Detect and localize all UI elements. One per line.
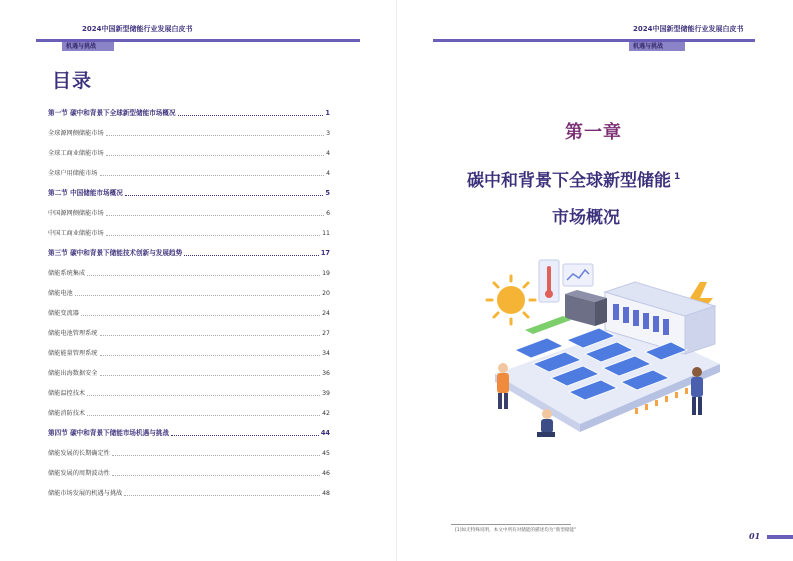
toc-entry[interactable] (48, 118, 330, 138)
toc-page (0, 0, 396, 561)
toc-entry-label: 第二节 中国储能市场概况 (48, 189, 123, 197)
header-subtitle: 机遇与挑战 (633, 43, 664, 50)
footnote: [1]如无特殊说明，本文中所有对储能的描述均为“新型储能” (455, 528, 577, 533)
toc-entry-page: 19 (322, 270, 330, 277)
toc-entry-label: 储能消防技术 (48, 410, 86, 417)
thermometer-panel (539, 260, 559, 302)
toc-entry-label: 储能温控技术 (48, 390, 86, 397)
toc-leader-dots (184, 255, 319, 256)
toc-entry-page: 20 (322, 290, 330, 297)
toc-entry[interactable] (48, 378, 330, 398)
toc-section-entry[interactable] (48, 238, 330, 258)
toc-entry-page: 4 (326, 170, 330, 177)
toc-entry-label: 储能系统集成 (48, 270, 86, 277)
energy-storage-illustration (485, 254, 725, 454)
page-number-bar (767, 535, 793, 539)
toc-entry-page: 17 (320, 249, 330, 257)
toc-leader-dots (106, 135, 324, 136)
toc-entry-page: 36 (322, 370, 330, 377)
header-title: 2024中国新型储能行业发展白皮书 (82, 25, 193, 33)
toc-entry-page: 27 (322, 330, 330, 337)
toc-leader-dots (125, 195, 324, 196)
toc-entry-label: 中国源网侧储能市场 (48, 210, 104, 217)
header-subtitle: 机遇与挑战 (66, 43, 97, 50)
toc-entry-page: 3 (326, 130, 330, 137)
toc-entry-label: 中国工商业储能市场 (48, 230, 104, 237)
toc-leader-dots (100, 355, 321, 356)
page-number: 01 (749, 531, 761, 541)
toc-entry-page: 1 (325, 109, 330, 117)
toc-entry[interactable] (48, 198, 330, 218)
toc-leader-dots (178, 115, 324, 116)
toc-entry-label: 储能变流器 (48, 310, 79, 317)
toc-entry-page: 46 (322, 470, 330, 477)
header-title: 2024中国新型储能行业发展白皮书 (633, 25, 744, 33)
toc-entry[interactable] (48, 158, 330, 178)
worker-right-icon (691, 367, 703, 415)
toc-leader-dots (87, 395, 320, 396)
toc-entry-page: 4 (326, 150, 330, 157)
toc-entry-page: 11 (322, 230, 330, 237)
toc-entry-label: 储能发展的长期确定性 (48, 450, 110, 457)
toc-title: 目录 (52, 70, 93, 92)
toc-entry[interactable] (48, 478, 330, 498)
header-rule (433, 39, 755, 42)
right-header (433, 24, 755, 52)
toc-leader-dots (124, 495, 320, 496)
toc-entry-label: 第三节 碳中和背景下储能技术创新与发展趋势 (48, 249, 183, 257)
toc-entry-page: 24 (322, 310, 330, 317)
toc-entry-label: 全球工商业储能市场 (48, 150, 104, 157)
toc-leader-dots (100, 175, 325, 176)
toc-leader-dots (106, 235, 320, 236)
toc-entry[interactable] (48, 278, 330, 298)
chapter-title (467, 166, 680, 191)
toc-entry-page: 6 (326, 210, 330, 217)
toc-entry[interactable] (48, 258, 330, 278)
toc-entry-page: 44 (320, 429, 330, 437)
toc-entry[interactable] (48, 218, 330, 238)
toc-entry[interactable] (48, 458, 330, 478)
green-panel (525, 316, 571, 334)
toc-leader-dots (112, 455, 320, 456)
toc-entry-label: 储能发展的周期波动性 (48, 470, 110, 477)
toc-entry[interactable] (48, 358, 330, 378)
toc-entry[interactable] (48, 318, 330, 338)
toc-entry-page: 34 (322, 350, 330, 357)
toc-entry[interactable] (48, 438, 330, 458)
monitor-chart (563, 264, 593, 286)
toc-section-entry[interactable] (48, 178, 330, 198)
toc-section-entry[interactable] (48, 418, 330, 438)
inverter-box (565, 290, 607, 326)
chapter-page (397, 0, 793, 561)
toc-entry-label: 储能能量管理系统 (48, 350, 98, 357)
toc-entry-page: 42 (322, 410, 330, 417)
toc-entry-page: 45 (322, 450, 330, 457)
toc-leader-dots (171, 435, 319, 436)
sun-icon (487, 276, 535, 324)
toc-entry[interactable] (48, 138, 330, 158)
toc-leader-dots (100, 335, 321, 336)
toc-leader-dots (81, 315, 320, 316)
toc-section-entry[interactable] (48, 98, 330, 118)
toc-entry-label: 全球户用储能市场 (48, 170, 98, 177)
toc-entry-page: 48 (322, 490, 330, 497)
toc-leader-dots (106, 155, 324, 156)
toc-leader-dots (87, 415, 320, 416)
chapter-title-line1: 碳中和背景下全球新型储能 (467, 171, 671, 191)
toc-leader-dots (112, 475, 320, 476)
toc-entry-label: 储能电池管理系统 (48, 330, 98, 337)
footnote-mark: 1 (674, 172, 681, 183)
toc-entry[interactable] (48, 298, 330, 318)
toc-leader-dots (75, 295, 320, 296)
toc-entry-label: 储能市场发展的机遇与挑战 (48, 490, 123, 497)
toc-leader-dots (100, 375, 321, 376)
toc-entry-label: 储能出海数据安全 (48, 370, 98, 377)
chapter-title-line2: 市场概况 (552, 208, 620, 228)
toc-leader-dots (87, 275, 320, 276)
chapter-number: 第一章 (565, 122, 622, 143)
toc-entry-page: 39 (322, 390, 330, 397)
toc-entry-label: 第一节 碳中和背景下全球新型储能市场概况 (48, 109, 176, 117)
toc-entry-label: 储能电池 (48, 290, 73, 297)
toc-entry[interactable] (48, 338, 330, 358)
toc-entry-label: 全球源网侧储能市场 (48, 130, 104, 137)
toc-entry-page: 5 (325, 189, 330, 197)
toc-list (48, 98, 330, 498)
worker-left-icon (497, 363, 509, 409)
toc-entry-label: 第四节 碳中和背景下储能市场机遇与挑战 (48, 429, 169, 437)
toc-leader-dots (106, 215, 324, 216)
footnote-rule (451, 524, 571, 525)
toc-entry[interactable] (48, 398, 330, 418)
left-header (36, 24, 360, 52)
